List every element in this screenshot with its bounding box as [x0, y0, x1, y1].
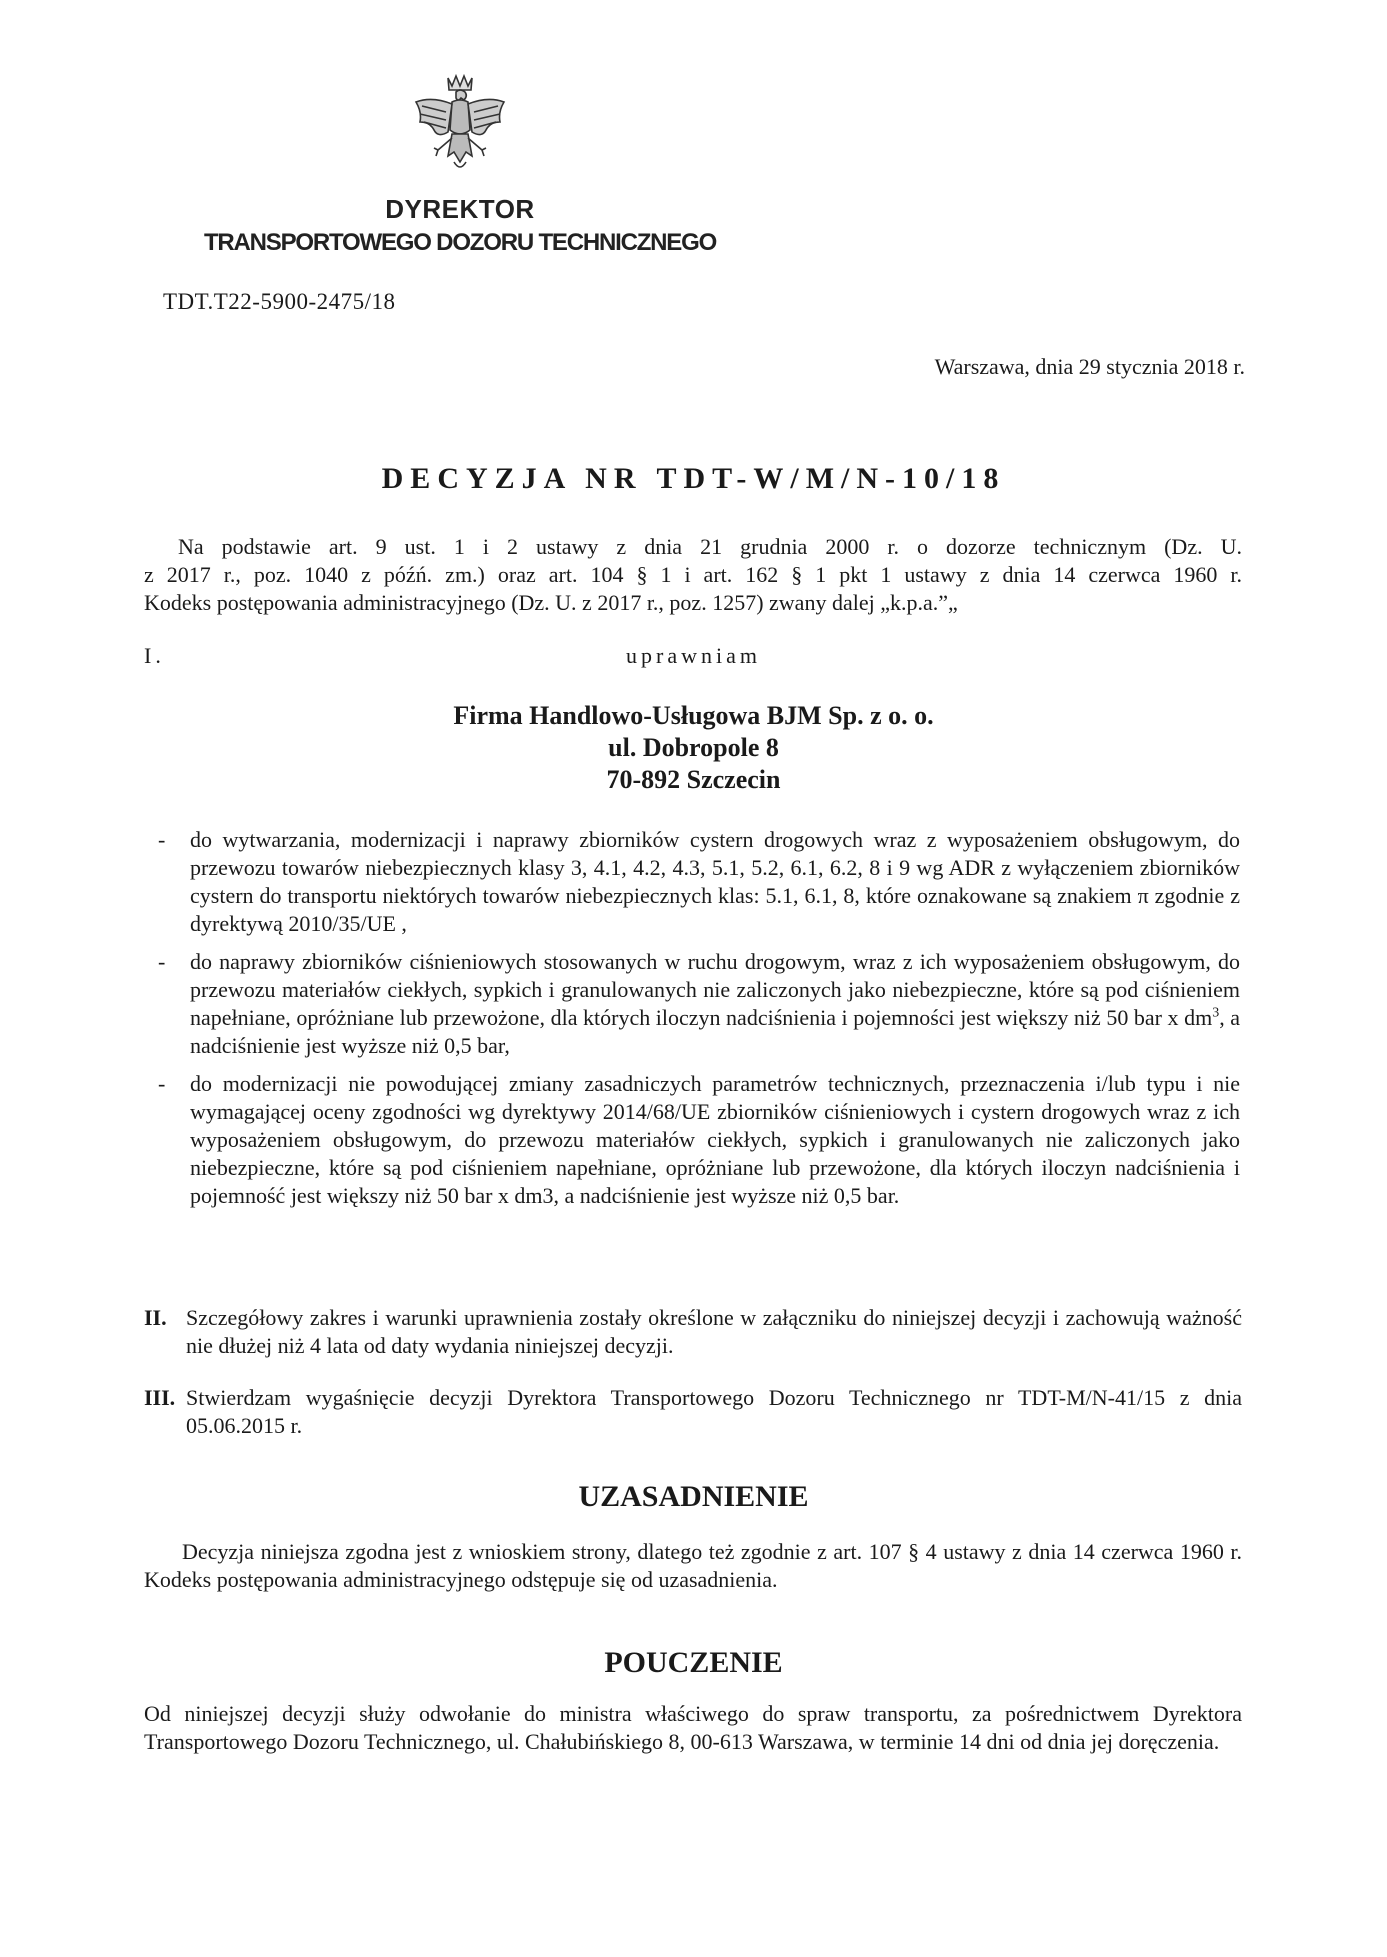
list-item: - do naprawy zbiorników ciśnieniowych stosowanych w ruchu drogowym, wraz z ich wyposażeniem obsługowym, do przewozu materiałów ciekłych, sypkich i granulowanych nie zaliczonych jako niebezpieczne, które są pod ciśnieniem napełniane, opróżniane lub przewożone, dla których iloczyn nadciśnienia i pojemności jest większy niż 50 bar x $dm^3$, a nadciśnienie jest wyższe niż 0,5 bar,	[158, 949, 1241, 1058]
justification-paragraph: Decyzja niniejsza zgodna jest z wnioskiem strony, dlatego też zgodnie z art. 107 § 4 ustawy z dnia 14 czerwca 1960 r. Kodeks postępowania administracyjnego odstępuje się od uzasadnienia.	[144, 1539, 1242, 1592]
section-iii-number: III.	[144, 1385, 176, 1410]
justification-heading: UZASADNIENIE	[578, 1480, 809, 1513]
section-i-verb: uprawniam	[626, 643, 761, 668]
legal-basis-line-1: Na podstawie art. 9 ust. 1 i 2 ustawy z dnia 21 grudnia 2000 r. o dozorze technicznym (Dz. U.	[178, 534, 1242, 559]
issuer-line-1: DYREKTOR	[385, 194, 535, 224]
legal-basis	[144, 533, 1242, 617]
authorized-company	[0, 700, 1387, 796]
section-ii	[144, 1304, 1242, 1360]
issuer-name	[160, 192, 760, 260]
scope-item-2: do naprawy zbiorników ciśnieniowych stosowanych w ruchu drogowym, wraz z ich wyposażeniem obsługowym, do przewozu materiałów ciekłych, sypkich i granulowanych nie zaliczonych jako niebezpieczne, które są pod ciśnieniem napełniane, opróżniane lub przewożone, dla których iloczyn nadciśnienia i pojemności jest większy niż 50 bar x dm	[190, 949, 1240, 1030]
scope-item-1: do wytwarzania, modernizacji i naprawy zbiorników cystern drogowych wraz z wyposażeniem obsługowym, do przewozu towarów niebezpiecznych klasy 3, 4.1, 4.2, 4.3, 5.1, 5.2, 6.1, 6.2, 8 i 9 wg ADR z wyłączeniem zbiorników cystern do transportu niektórych towarów niebezpiecznych klas: 5.1, 6.1, 8, które oznakowane są znakiem π zgodnie z dyrektywą 2010/35/UE ,	[190, 827, 1240, 936]
legal-basis-line-2: z 2017 r., poz. 1040 z późń. zm.) oraz art. 104 § 1 i art. 162 § 1 pkt 1 ustawy z dnia 14 czerwca 1960 r.	[144, 562, 1242, 587]
section-ii-text: Szczegółowy zakres i warunki uprawnienia zostały określone w załączniku do niniejszej decyzji i zachowują ważność nie dłużej niż 4 lata od daty wydania niniejszej decyzji.	[186, 1305, 1242, 1358]
superscript: 3	[1212, 1005, 1220, 1021]
issuer-line-2: TRANSPORTOWEGO DOZORU TECHNICZNEGO	[203, 229, 717, 256]
legal-basis-line-3: Kodeks postępowania administracyjnego (Dz. U. z 2017 r., poz. 1257) zwany dalej „k.p.a.”„	[144, 590, 958, 615]
company-city: 70-892 Szczecin	[606, 765, 781, 794]
list-item: - do wytwarzania, modernizacji i naprawy zbiorników cystern drogowych wraz z wyposażeniem obsługowym, do przewozu towarów niebezpiecznych klasy 3, 4.1, 4.2, 4.3, 5.1, 5.2, 6.1, 6.2, 8 i 9 wg ADR z wyłączeniem zbiorników cystern do transportu niektórych towarów niebezpiecznych klas: 5.1, 6.1, 8, które oznakowane są znakiem π zgodnie z dyrektywą 2010/35/UE ,	[158, 827, 1240, 936]
decision-title: DECYZJA NR TDT-W/M/N-10/18	[381, 462, 1006, 495]
section-iii	[144, 1384, 1242, 1440]
instruction-paragraph: Od niniejszej decyzji służy odwołanie do ministra właściwego do spraw transportu, za pośrednictwem Dyrektora Transportowego Dozoru Technicznego, ul. Chałubińskiego 8, 00-613 Warszawa, w terminie 14 dni od dnia jej doręczenia.	[144, 1701, 1242, 1754]
section-iii-text: Stwierdzam wygaśnięcie decyzji Dyrektora Transportowego Dozoru Technicznego nr TDT-M/N-41/15 z dnia 05.06.2015 r.	[186, 1385, 1242, 1438]
section-i-number: I.	[144, 643, 165, 668]
scope-item-2-tail: , a nadciśnienie jest wyższe niż 0,5 bar,	[190, 1005, 1241, 1058]
authorization-scope-list	[150, 826, 1240, 1220]
reference-number: TDT.T22-5900-2475/18	[163, 289, 396, 314]
issue-date: Warszawa, dnia 29 stycznia 2018 r.	[934, 354, 1245, 379]
list-item: - do modernizacji nie powodującej zmiany zasadniczych parametrów technicznych, przeznaczenia i/lub typu i nie wymagającej oceny zgodności wg dyrektywy 2014/68/UE zbiorników ciśnieniowych i cystern drogowych wraz z ich wyposażeniem obsługowym, do przewozu materiałów ciekłych, sypkich i granulowanych nie zaliczonych jako niebezpieczne, które są pod ciśnieniem napełniane, opróżniane lub przewożone, dla których iloczyn nadciśnienia i pojemność jest większy niż 50 bar x dm3, a nadciśnienie jest wyższe niż 0,5 bar.	[158, 1071, 1240, 1208]
polish-eagle-emblem-icon	[408, 72, 512, 178]
instruction-heading: POUCZENIE	[604, 1646, 783, 1679]
company-name: Firma Handlowo-Usługowa BJM Sp. z o. o.	[453, 701, 934, 730]
scope-item-3: do modernizacji nie powodującej zmiany zasadniczych parametrów technicznych, przeznaczenia i/lub typu i nie wymagającej oceny zgodności wg dyrektywy 2014/68/UE zbiorników ciśnieniowych i cystern drogowych wraz z ich wyposażeniem obsługowym, do przewozu materiałów ciekłych, sypkich i granulowanych nie zaliczonych jako niebezpieczne, które są pod ciśnieniem napełniane, opróżniane lub przewożone, dla których iloczyn nadciśnienia i pojemność jest większy niż 50 bar x dm3, a nadciśnienie jest wyższe niż 0,5 bar.	[190, 1071, 1240, 1208]
section-ii-number: II.	[144, 1305, 167, 1330]
company-street: ul. Dobropole 8	[608, 733, 779, 762]
justification-text	[144, 1538, 1242, 1594]
instruction-text	[144, 1700, 1242, 1756]
